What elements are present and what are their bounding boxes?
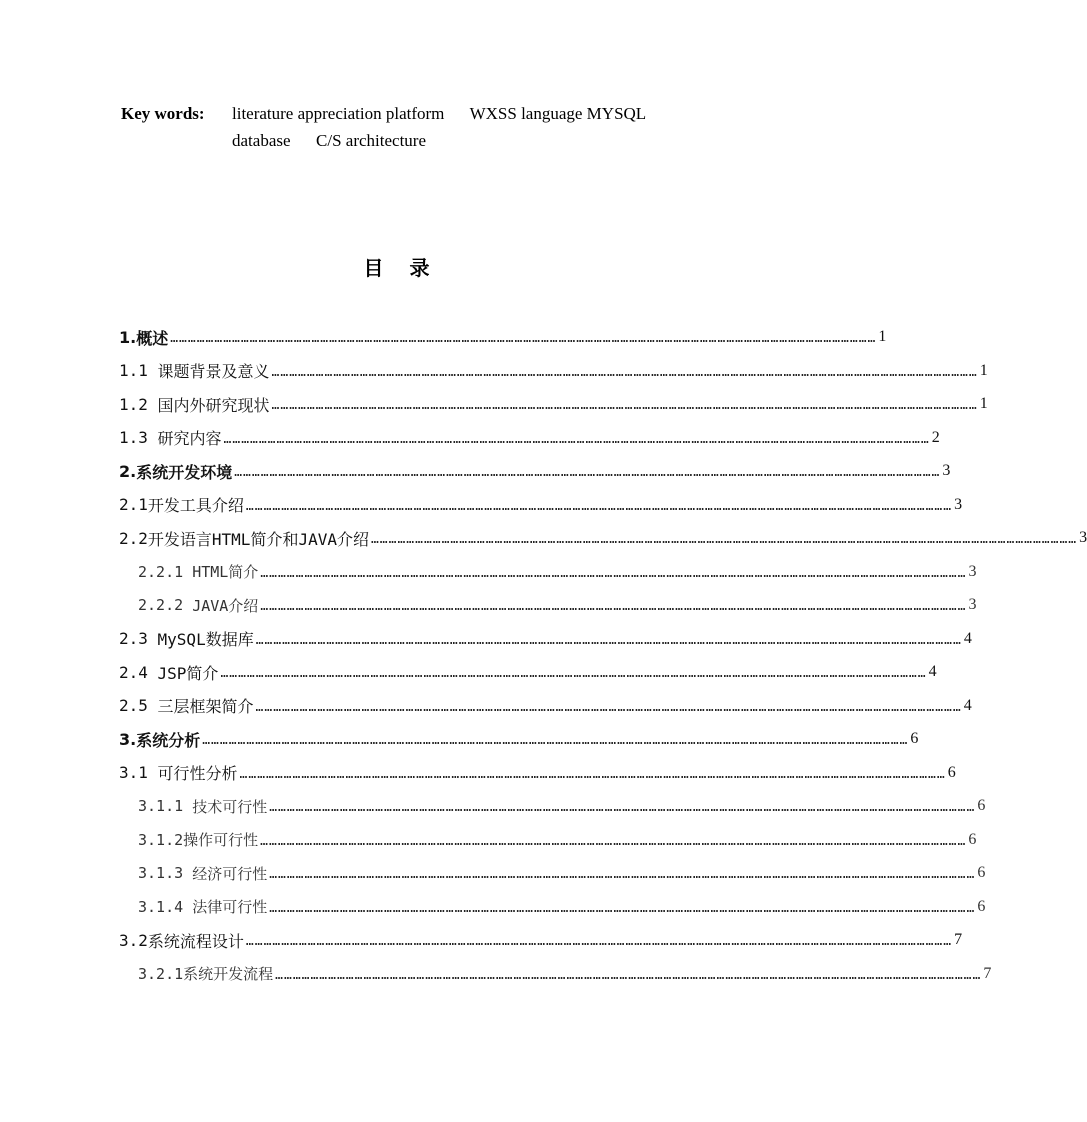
toc-entry[interactable]: [119, 423, 940, 453]
toc-dot-leader: ……………………………………………………………………………………………………………………………………………………………………………………………………………………: [255, 699, 962, 715]
toc-entry-title: HTML简介: [192, 563, 259, 581]
toc-entry[interactable]: [119, 389, 988, 419]
toc-entry-page: 6: [977, 897, 986, 915]
toc-entry-number: 1.1: [119, 361, 158, 380]
toc-entry-number: 2.2.2: [138, 596, 193, 614]
toc-entry[interactable]: [119, 724, 919, 754]
toc-entry-page: 7: [983, 964, 992, 982]
toc-dot-leader: ……………………………………………………………………………………………………………………………………………………………………………………………………………………: [245, 934, 953, 949]
toc-entry-number: 3.1.3: [138, 864, 193, 882]
toc-dot-leader: ……………………………………………………………………………………………………………………………………………………………………………………………………………………: [260, 565, 967, 581]
toc-dot-leader: ……………………………………………………………………………………………………………………………………………………………………………………………………………………: [239, 766, 946, 782]
toc-entry-number: 3.1.1: [138, 797, 193, 815]
toc-entry-page: 7: [954, 931, 963, 948]
toc-dot-leader: ……………………………………………………………………………………………………………………………………………………………………………………………………………………: [255, 632, 962, 648]
toc-entry-title: 可行性分析: [157, 764, 238, 783]
toc-entry-number: 2.2: [119, 528, 148, 548]
toc-entry-number: 3.1: [119, 763, 158, 782]
toc-entry-title: 系统开发流程: [183, 965, 274, 983]
toc-entry-page: 3: [942, 462, 951, 479]
toc-entry-title: 系统分析: [136, 730, 201, 750]
toc-entry-number: 2.: [119, 461, 137, 481]
toc-entry[interactable]: [119, 356, 988, 386]
toc-entry-page: 6: [968, 830, 977, 848]
toc-entry[interactable]: [138, 590, 977, 620]
toc-entry-page: 6: [947, 763, 956, 781]
toc-entry-title: 系统开发环境: [136, 462, 233, 482]
toc-entry[interactable]: [119, 758, 956, 788]
toc-entry-page: 4: [928, 663, 937, 680]
toc-entry-page: 3: [954, 495, 963, 513]
toc-dot-leader: ……………………………………………………………………………………………………………………………………………………………………………………………………………………: [245, 498, 953, 514]
toc-entry[interactable]: [119, 456, 951, 486]
toc-entry-number: 2.1: [119, 495, 148, 514]
toc-entry-page: 6: [977, 864, 986, 881]
toc-entry-title: 技术可行性: [192, 797, 268, 816]
toc-entry[interactable]: [119, 490, 963, 520]
toc-entry-title: 开发语言HTML简介和JAVA介绍: [147, 529, 369, 549]
toc-dot-leader: ……………………………………………………………………………………………………………………………………………………………………………………………………………………: [220, 666, 927, 681]
keywords-line-2: database C/S architecture: [232, 131, 427, 150]
toc-entry-title: 国内外研究现状: [157, 395, 270, 415]
toc-entry-number: 3.1.4: [138, 897, 193, 916]
toc-dot-leader: ……………………………………………………………………………………………………………………………………………………………………………………………………………………: [269, 900, 976, 916]
toc-entry-title: 法律可行性: [192, 898, 268, 916]
keywords-label: Key words:: [121, 104, 205, 123]
toc-dot-leader: ……………………………………………………………………………………………………………………………………………………………………………………………………………………: [271, 398, 978, 413]
toc-entry-title: 经济可行性: [192, 864, 268, 883]
toc-dot-leader: ……………………………………………………………………………………………………………………………………………………………………………………………………………………: [271, 364, 978, 380]
toc-dot-leader: ……………………………………………………………………………………………………………………………………………………………………………………………………………………: [269, 800, 976, 815]
toc-entry-page: 3: [1079, 529, 1087, 546]
toc-dot-leader: ……………………………………………………………………………………………………………………………………………………………………………………………………………………: [275, 967, 982, 983]
toc-entry-title: 开发工具介绍: [147, 496, 244, 515]
toc-entry-title: JSP简介: [157, 663, 219, 683]
toc-entry-title: 系统流程设计: [147, 931, 244, 951]
toc-entry-number: 3.2.1: [138, 964, 184, 983]
toc-entry-page: 4: [963, 629, 972, 647]
toc-entry-page: 2: [931, 428, 940, 446]
toc-entry-page: 4: [963, 696, 972, 714]
toc-entry-page: 6: [977, 797, 986, 814]
toc-entry-title: 三层框架简介: [157, 697, 254, 716]
toc-entry-number: 3.: [119, 729, 137, 749]
toc-entry-title: JAVA介绍: [192, 596, 259, 615]
toc-entry[interactable]: [138, 791, 986, 821]
toc-entry-number: 2.4: [119, 662, 158, 682]
toc-dot-leader: ……………………………………………………………………………………………………………………………………………………………………………………………………………………: [260, 599, 967, 614]
toc-entry-page: 1: [979, 361, 988, 379]
toc-entry[interactable]: [119, 624, 972, 654]
toc-entry[interactable]: [138, 825, 977, 855]
toc-entry[interactable]: [119, 691, 972, 721]
toc-entry[interactable]: [119, 657, 937, 687]
toc-entry-number: 1.: [119, 327, 137, 347]
toc-entry[interactable]: [138, 892, 986, 922]
toc-entry-page: 3: [968, 596, 977, 613]
toc-entry[interactable]: [119, 925, 963, 955]
keywords-line-1: literature appreciation platform WXSS language MYSQL: [232, 104, 647, 123]
toc-entry[interactable]: [138, 557, 977, 587]
toc-entry-title: 课题背景及意义: [157, 362, 270, 381]
toc-entry-page: 6: [910, 730, 919, 747]
toc-dot-leader: ……………………………………………………………………………………………………………………………………………………………………………………………………………………: [170, 331, 877, 346]
toc-entry-number: 2.5: [119, 696, 158, 715]
toc-entry-title: 概述: [136, 328, 169, 348]
toc-entry-page: 3: [968, 562, 977, 580]
toc-entry-number: 3.1.2: [138, 830, 184, 849]
toc-dot-leader: ……………………………………………………………………………………………………………………………………………………………………………………………………………………: [370, 532, 1078, 547]
toc-dot-leader: ……………………………………………………………………………………………………………………………………………………………………………………………………………………: [234, 465, 941, 480]
toc-dot-leader: ……………………………………………………………………………………………………………………………………………………………………………………………………………………: [260, 833, 967, 849]
toc-entry-number: 2.3: [119, 629, 158, 648]
toc-title: 目录: [363, 256, 456, 280]
toc-entry-number: 2.2.1: [138, 562, 193, 581]
toc-dot-leader: ……………………………………………………………………………………………………………………………………………………………………………………………………………………: [223, 431, 930, 447]
toc-entry-number: 1.2: [119, 394, 158, 414]
toc-entry-title: 研究内容: [157, 429, 222, 448]
toc-dot-leader: ……………………………………………………………………………………………………………………………………………………………………………………………………………………: [202, 733, 909, 748]
toc-entry-title: 操作可行性: [183, 831, 259, 849]
toc-entry-page: 1: [979, 395, 988, 412]
toc-entry-number: 3.2: [119, 930, 148, 950]
toc-entry[interactable]: [138, 959, 992, 989]
toc-entry[interactable]: [119, 523, 1087, 553]
toc-dot-leader: ……………………………………………………………………………………………………………………………………………………………………………………………………………………: [269, 867, 976, 882]
toc-entry-number: 1.3: [119, 428, 158, 447]
toc-entry[interactable]: [119, 322, 887, 352]
toc-entry-page: 1: [878, 328, 887, 345]
toc-entry[interactable]: [138, 858, 986, 888]
toc-entry-title: MySQL数据库: [157, 630, 254, 649]
